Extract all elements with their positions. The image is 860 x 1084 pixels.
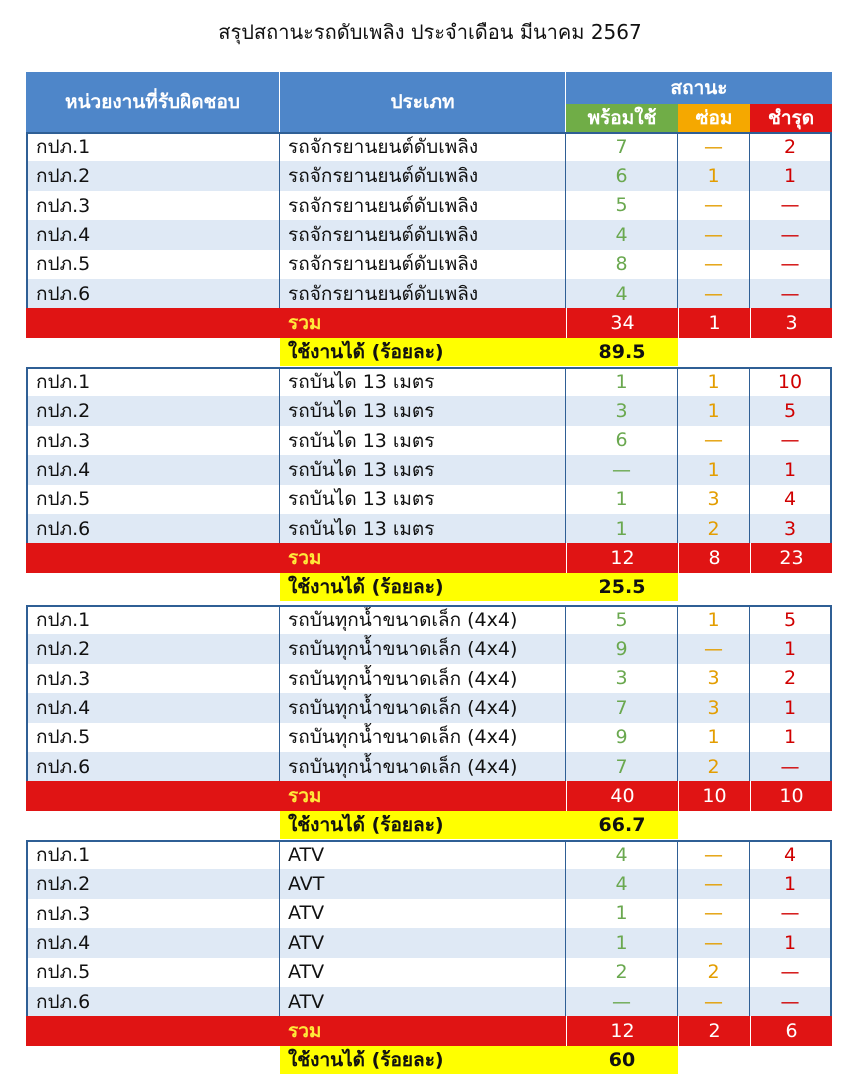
- broken-count: —: [750, 250, 832, 279]
- group-top-border: [26, 132, 832, 134]
- repair-count: —: [678, 220, 750, 249]
- broken-count: —: [750, 220, 832, 249]
- total-ready: 40: [566, 781, 678, 811]
- broken-count: —: [750, 899, 832, 928]
- unit-cell: กปภ.2: [26, 869, 280, 898]
- usable-percent: 66.7: [566, 811, 678, 839]
- header-unit: หน่วยงานที่รับผิดชอบ: [26, 72, 280, 132]
- ready-count: 4: [566, 840, 678, 869]
- broken-count: 3: [750, 514, 832, 543]
- group-top-border: [26, 367, 832, 369]
- repair-count: 2: [678, 514, 750, 543]
- type-cell: รถบันทุกน้ำขนาดเล็ก (4x4): [280, 664, 566, 693]
- broken-count: 5: [750, 605, 832, 634]
- total-repair: 10: [678, 781, 750, 811]
- broken-count: —: [750, 987, 832, 1016]
- repair-count: 1: [678, 396, 750, 425]
- usable-percent: 25.5: [566, 573, 678, 601]
- ready-count: 4: [566, 869, 678, 898]
- type-cell: ATV: [280, 840, 566, 869]
- header-status: สถานะ: [566, 72, 832, 104]
- page-title: สรุปสถานะรถดับเพลิง ประจำเดือน มีนาคม 2567: [218, 20, 642, 44]
- repair-count: 1: [678, 455, 750, 484]
- ready-count: 6: [566, 426, 678, 455]
- unit-cell: กปภ.1: [26, 132, 280, 161]
- total-ready: 12: [566, 543, 678, 573]
- type-cell: รถจักรยานยนต์ดับเพลิง: [280, 132, 566, 161]
- total-repair: 1: [678, 308, 750, 338]
- total-repair: 8: [678, 543, 750, 573]
- broken-count: 1: [750, 455, 832, 484]
- unit-cell: กปภ.5: [26, 958, 280, 987]
- unit-cell: กปภ.4: [26, 220, 280, 249]
- usable-label: ใช้งานได้ (ร้อยละ): [280, 573, 566, 601]
- repair-count: 2: [678, 958, 750, 987]
- repair-count: 3: [678, 693, 750, 722]
- ready-count: 4: [566, 220, 678, 249]
- repair-count: —: [678, 426, 750, 455]
- broken-count: —: [750, 752, 832, 781]
- type-cell: รถจักรยานยนต์ดับเพลิง: [280, 161, 566, 190]
- unit-cell: กปภ.6: [26, 279, 280, 308]
- ready-count: 2: [566, 958, 678, 987]
- repair-count: 1: [678, 161, 750, 190]
- type-cell: รถบันทุกน้ำขนาดเล็ก (4x4): [280, 634, 566, 663]
- type-cell: ATV: [280, 987, 566, 1016]
- type-cell: รถจักรยานยนต์ดับเพลิง: [280, 191, 566, 220]
- ready-count: 1: [566, 899, 678, 928]
- unit-cell: กปภ.3: [26, 899, 280, 928]
- broken-count: 1: [750, 693, 832, 722]
- ready-count: 3: [566, 396, 678, 425]
- repair-count: —: [678, 928, 750, 957]
- total-broken: 10: [750, 781, 832, 811]
- unit-cell: กปภ.5: [26, 250, 280, 279]
- repair-count: —: [678, 840, 750, 869]
- total-broken: 23: [750, 543, 832, 573]
- unit-cell: กปภ.2: [26, 396, 280, 425]
- total-repair: 2: [678, 1016, 750, 1046]
- unit-cell: กปภ.6: [26, 987, 280, 1016]
- header-broken: ชำรุด: [750, 104, 832, 132]
- unit-cell: กปภ.3: [26, 664, 280, 693]
- type-cell: รถบันได 13 เมตร: [280, 396, 566, 425]
- usable-percent: 89.5: [566, 338, 678, 366]
- repair-count: 1: [678, 367, 750, 396]
- type-cell: รถบันได 13 เมตร: [280, 485, 566, 514]
- ready-count: 6: [566, 161, 678, 190]
- repair-count: 3: [678, 485, 750, 514]
- unit-cell: กปภ.6: [26, 752, 280, 781]
- unit-cell: กปภ.3: [26, 191, 280, 220]
- repair-count: 1: [678, 723, 750, 752]
- ready-count: 1: [566, 367, 678, 396]
- total-broken: 3: [750, 308, 832, 338]
- broken-count: 1: [750, 928, 832, 957]
- broken-count: 4: [750, 485, 832, 514]
- ready-count: 1: [566, 485, 678, 514]
- unit-cell: กปภ.3: [26, 426, 280, 455]
- unit-cell: กปภ.6: [26, 514, 280, 543]
- total-label: รวม: [288, 312, 322, 335]
- type-cell: ATV: [280, 958, 566, 987]
- unit-cell: กปภ.4: [26, 928, 280, 957]
- type-cell: รถบันทุกน้ำขนาดเล็ก (4x4): [280, 605, 566, 634]
- ready-count: 8: [566, 250, 678, 279]
- unit-cell: กปภ.2: [26, 634, 280, 663]
- unit-cell: กปภ.4: [26, 455, 280, 484]
- repair-count: 2: [678, 752, 750, 781]
- broken-count: 2: [750, 664, 832, 693]
- header-type: ประเภท: [280, 72, 566, 132]
- group-top-border: [26, 605, 832, 607]
- ready-count: 9: [566, 723, 678, 752]
- type-cell: รถบันได 13 เมตร: [280, 455, 566, 484]
- ready-count: 1: [566, 514, 678, 543]
- type-cell: ATV: [280, 899, 566, 928]
- total-label: รวม: [288, 547, 322, 570]
- broken-count: —: [750, 958, 832, 987]
- total-broken: 6: [750, 1016, 832, 1046]
- type-cell: รถบันได 13 เมตร: [280, 426, 566, 455]
- ready-count: 9: [566, 634, 678, 663]
- unit-cell: กปภ.1: [26, 367, 280, 396]
- ready-count: 5: [566, 191, 678, 220]
- unit-cell: กปภ.5: [26, 485, 280, 514]
- ready-count: 3: [566, 664, 678, 693]
- type-cell: AVT: [280, 869, 566, 898]
- broken-count: 1: [750, 869, 832, 898]
- repair-count: —: [678, 250, 750, 279]
- unit-cell: กปภ.2: [26, 161, 280, 190]
- type-cell: รถจักรยานยนต์ดับเพลิง: [280, 250, 566, 279]
- type-cell: ATV: [280, 928, 566, 957]
- broken-count: —: [750, 426, 832, 455]
- broken-count: —: [750, 191, 832, 220]
- broken-count: —: [750, 279, 832, 308]
- usable-label: ใช้งานได้ (ร้อยละ): [280, 811, 566, 839]
- ready-count: 7: [566, 693, 678, 722]
- broken-count: 1: [750, 161, 832, 190]
- repair-count: —: [678, 987, 750, 1016]
- type-cell: รถจักรยานยนต์ดับเพลิง: [280, 220, 566, 249]
- ready-count: —: [566, 455, 678, 484]
- broken-count: 5: [750, 396, 832, 425]
- total-ready: 34: [566, 308, 678, 338]
- broken-count: 1: [750, 723, 832, 752]
- repair-count: —: [678, 132, 750, 161]
- repair-count: —: [678, 869, 750, 898]
- repair-count: —: [678, 634, 750, 663]
- usable-label: ใช้งานได้ (ร้อยละ): [280, 1046, 566, 1074]
- unit-cell: กปภ.5: [26, 723, 280, 752]
- type-cell: รถบันได 13 เมตร: [280, 514, 566, 543]
- repair-count: 1: [678, 605, 750, 634]
- type-cell: รถบันได 13 เมตร: [280, 367, 566, 396]
- total-label: รวม: [288, 1020, 322, 1043]
- ready-count: 7: [566, 132, 678, 161]
- repair-count: 3: [678, 664, 750, 693]
- type-cell: รถบันทุกน้ำขนาดเล็ก (4x4): [280, 752, 566, 781]
- broken-count: 2: [750, 132, 832, 161]
- usable-label: ใช้งานได้ (ร้อยละ): [280, 338, 566, 366]
- total-label: รวม: [288, 785, 322, 808]
- repair-count: —: [678, 191, 750, 220]
- broken-count: 1: [750, 634, 832, 663]
- ready-count: 5: [566, 605, 678, 634]
- type-cell: รถบันทุกน้ำขนาดเล็ก (4x4): [280, 693, 566, 722]
- broken-count: 10: [750, 367, 832, 396]
- header-ready: พร้อมใช้: [566, 104, 678, 132]
- ready-count: —: [566, 987, 678, 1016]
- ready-count: 4: [566, 279, 678, 308]
- unit-cell: กปภ.1: [26, 605, 280, 634]
- usable-percent: 60: [566, 1046, 678, 1074]
- type-cell: รถจักรยานยนต์ดับเพลิง: [280, 279, 566, 308]
- header-repair: ซ่อม: [678, 104, 750, 132]
- repair-count: —: [678, 899, 750, 928]
- ready-count: 1: [566, 928, 678, 957]
- total-ready: 12: [566, 1016, 678, 1046]
- unit-cell: กปภ.1: [26, 840, 280, 869]
- ready-count: 7: [566, 752, 678, 781]
- broken-count: 4: [750, 840, 832, 869]
- group-top-border: [26, 840, 832, 842]
- type-cell: รถบันทุกน้ำขนาดเล็ก (4x4): [280, 723, 566, 752]
- repair-count: —: [678, 279, 750, 308]
- unit-cell: กปภ.4: [26, 693, 280, 722]
